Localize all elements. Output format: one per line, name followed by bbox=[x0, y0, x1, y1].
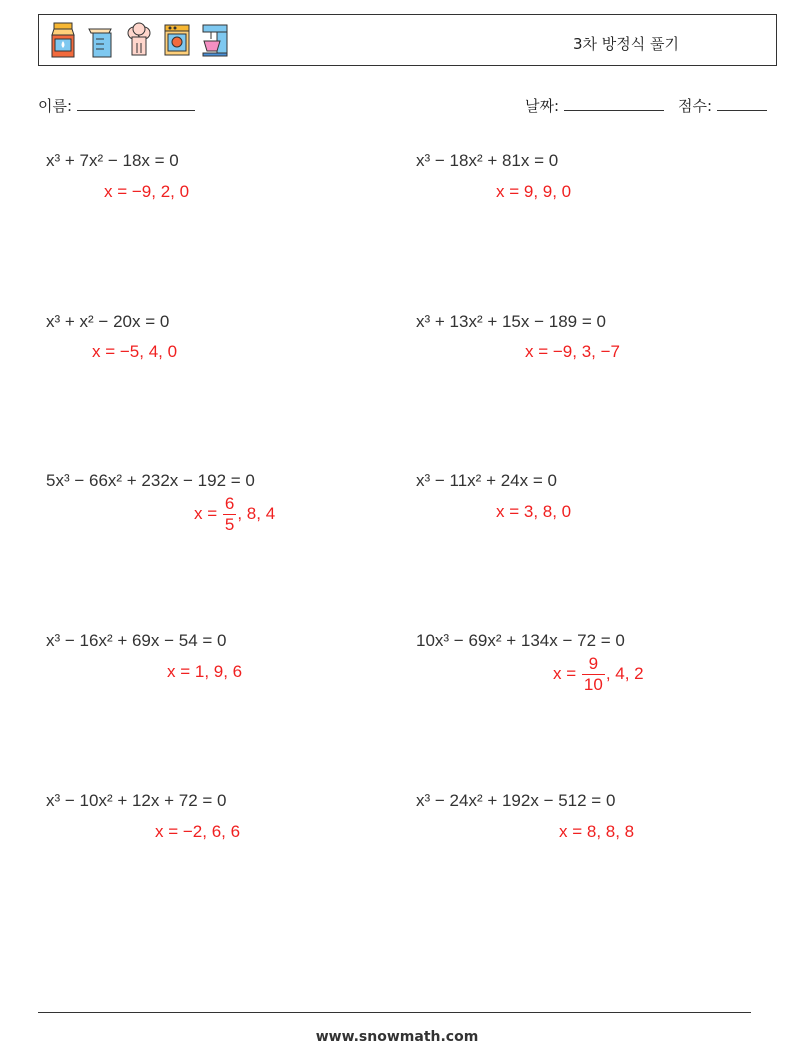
problem-equation: x³ − 11x² + 24x = 0 bbox=[416, 471, 557, 490]
problem-answer: x = −9, 3, −7 bbox=[525, 342, 620, 361]
stand-mixer-icon bbox=[201, 21, 229, 59]
problem-equation: x³ − 24x² + 192x − 512 = 0 bbox=[416, 791, 616, 810]
problem-equation: x³ − 16x² + 69x − 54 = 0 bbox=[46, 631, 227, 650]
date-field bbox=[525, 95, 664, 116]
name-blank[interactable] bbox=[77, 96, 195, 111]
header-icons bbox=[49, 21, 229, 59]
problem-equation: x³ + 13x² + 15x − 189 = 0 bbox=[416, 312, 606, 331]
problem-answer: x = −2, 6, 6 bbox=[155, 822, 241, 841]
milk-carton-icon bbox=[49, 21, 77, 59]
answer-prefix: x = bbox=[194, 503, 218, 523]
problem-equation: 5x³ − 66x² + 232x − 192 = 0 bbox=[46, 471, 255, 490]
date-blank[interactable] bbox=[564, 96, 664, 111]
problem-answer: x = 3, 8, 0 bbox=[496, 502, 572, 521]
problem-answer: x = −9, 2, 0 bbox=[104, 182, 190, 201]
problem-equation: x³ − 18x² + 81x = 0 bbox=[416, 151, 559, 170]
worksheet-title: 3차 방정식 풀기 bbox=[572, 35, 680, 53]
problem-answer: x = 9, 9, 0 bbox=[496, 182, 572, 201]
fraction-denominator: 5 bbox=[224, 515, 235, 534]
name-label: 이름: bbox=[38, 97, 73, 115]
name-field bbox=[38, 95, 195, 116]
footer-divider bbox=[38, 1012, 751, 1013]
worksheet-header bbox=[38, 14, 777, 66]
problem-answer bbox=[553, 654, 644, 695]
answer-suffix: , 8, 4 bbox=[237, 503, 276, 523]
problem-answer: x = 8, 8, 8 bbox=[559, 822, 635, 841]
answer-prefix: x = bbox=[553, 663, 577, 683]
problem-answer: x = 1, 9, 6 bbox=[167, 662, 243, 681]
score-label: 점수: bbox=[678, 97, 713, 115]
problem-equation: x³ + 7x² − 18x = 0 bbox=[46, 151, 179, 170]
footer-url[interactable]: www.snowmath.com bbox=[315, 1029, 479, 1045]
oven-icon bbox=[163, 21, 191, 59]
answer-suffix: , 4, 2 bbox=[605, 663, 644, 683]
answer-fraction bbox=[582, 654, 605, 695]
problem-equation: 10x³ − 69x² + 134x − 72 = 0 bbox=[416, 631, 625, 650]
score-field bbox=[678, 95, 767, 116]
fraction-numerator: 9 bbox=[582, 654, 605, 675]
problem-answer: x = −5, 4, 0 bbox=[92, 342, 178, 361]
problem-equation: x³ − 10x² + 12x + 72 = 0 bbox=[46, 791, 227, 810]
answer-fraction bbox=[223, 494, 236, 535]
date-label: 날짜: bbox=[525, 97, 560, 115]
problem-equation: x³ + x² − 20x = 0 bbox=[46, 312, 170, 331]
measuring-cup-icon bbox=[87, 21, 115, 59]
fraction-numerator: 6 bbox=[224, 494, 235, 513]
score-blank[interactable] bbox=[717, 96, 767, 111]
problem-answer bbox=[194, 494, 275, 535]
fraction-denominator: 10 bbox=[583, 675, 603, 694]
chef-hat-icon bbox=[125, 21, 153, 59]
